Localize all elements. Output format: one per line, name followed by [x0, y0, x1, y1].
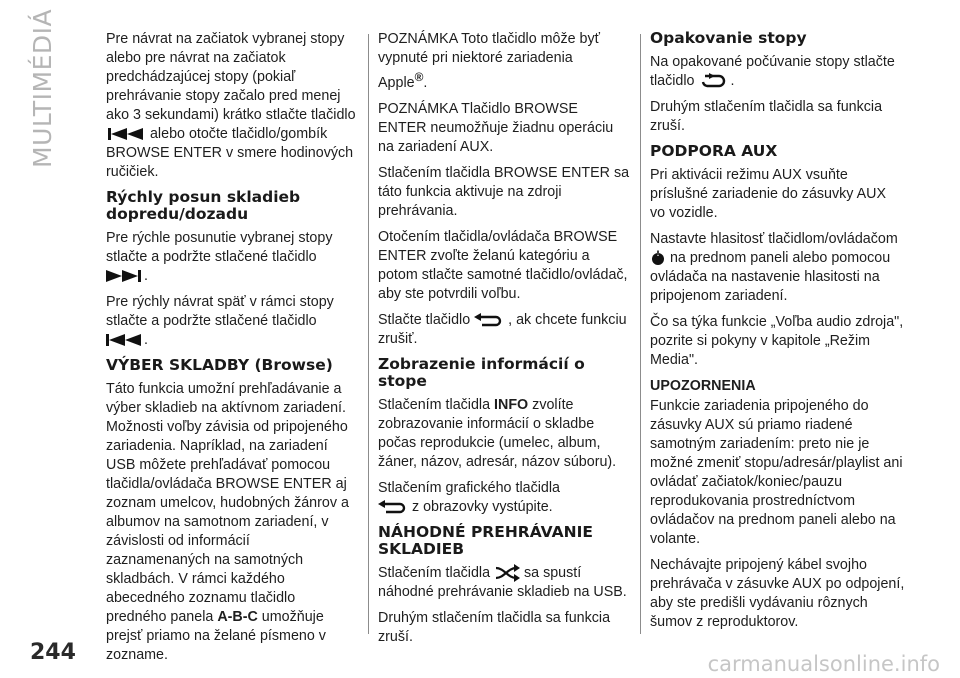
text: Nastavte hlasitosť tlačidlom/ovládačom	[650, 231, 898, 247]
paragraph: Druhým stlačením tlačidla sa funkcia zruší.	[378, 609, 611, 645]
text: .	[144, 332, 148, 348]
paragraph	[378, 479, 630, 517]
back-arrow-icon	[474, 313, 504, 327]
paragraph: Stlačením tlačidla BROWSE ENTER sa táto funkcia aktivuje na zdroji prehrávania.	[378, 164, 630, 219]
text-column-3	[650, 30, 905, 639]
paragraph: Pri aktivácii režimu AUX vsuňte príslušné zariadenie do zásuvky AUX vo vozidle.	[650, 167, 887, 221]
text: .	[730, 73, 735, 89]
skip-back-icon	[106, 333, 144, 347]
page-number: 244	[30, 640, 76, 665]
paragraph	[106, 293, 356, 350]
text: Pre návrat na začiatok vybranej stopy alebo pre návrat na začiatok predchádzajúcej stopy (pokiaľ prehrávanie stopy začalo pred menej ako 3 sekundami) krátko stlačte tlačidlo	[106, 31, 356, 123]
paragraph	[106, 229, 356, 286]
heading-repeat: Opakovanie stopy	[650, 29, 807, 47]
text: , ak chcete funkciu zrušiť.	[378, 311, 627, 347]
heading-shuffle: NÁHODNÉ PREHRÁVANIE SKLADIEB	[378, 522, 593, 558]
column-divider	[640, 34, 641, 634]
text: z obrazovky vystúpite.	[411, 498, 553, 515]
column-divider	[368, 34, 369, 634]
site-watermark: carmanualsonline.info	[707, 652, 940, 676]
heading-fast-seek: Rýchly posun skladieb dopredu/dozadu	[106, 188, 301, 223]
text: Na opakované počúvanie stopy stlačte tlačidlo	[650, 54, 895, 89]
paragraph: Čo sa týka funkcie „Voľba audio zdroja", pozrite si pokyny v kapitole „Režim Media".	[650, 314, 904, 368]
paragraph	[650, 53, 905, 91]
heading-track-info: Zobrazenie informácií o stope	[378, 354, 585, 390]
paragraph: Nechávajte pripojený kábel svojho prehrávača v zásuvke AUX po odpojení, aby ste predišli vydávaniu rôznych šumov z reproduktorov.	[650, 557, 905, 630]
power-knob-icon	[650, 250, 666, 266]
heading-aux: PODPORA AUX	[650, 142, 778, 160]
warnings-title: UPOZORNENIA	[650, 378, 756, 394]
section-side-label: MULTIMÉDIÁ	[28, 8, 57, 168]
button-label-info: INFO	[494, 396, 529, 413]
text: Pre rýchle posunutie vybranej stopy stlačte a podržte stlačené tlačidlo	[106, 230, 333, 265]
text: Stlačte tlačidlo	[378, 311, 471, 328]
heading-browse: VÝBER SKLADBY (Browse)	[106, 356, 333, 374]
registered-mark: ®	[414, 70, 424, 84]
text: alebo otočte tlačidlo/gombík BROWSE ENTER v smere hodinových ručičiek.	[106, 126, 354, 180]
text: Táto funkcia umožní prehľadávanie a výber skladieb na aktívnom zariadení. Možnosti voľby závisia od pripojeného zariadenia. Napríklad, na zariadení USB môžete prehľadávať pomocou tlačidla/ovládača BROWSE ENTER aj zoznam umelcov, hudobných žánrov a albumov na samotnom zariadení, v závislosti od informácií zaznamenaných na samotných skladbách. V rámci každého abecedného zoznamu tlačidlo predného panela	[106, 381, 349, 625]
skip-forward-icon	[106, 269, 144, 283]
text-column-1	[106, 30, 356, 672]
text: Stlačením tlačidla	[378, 396, 491, 413]
text-column-2	[378, 30, 630, 654]
text: na prednom paneli alebo pomocou ovládača na nastavenie hlasitosti na pripojenom zariadení.	[650, 250, 891, 304]
paragraph	[106, 380, 356, 665]
paragraph	[378, 30, 630, 93]
text: POZNÁMKA Toto tlačidlo môže byť vypnuté pri niektoré zariadenia	[378, 31, 601, 66]
paragraph: POZNÁMKA Tlačidlo BROWSE ENTER neumožňuje žiadnu operáciu na zariadení AUX.	[378, 100, 614, 155]
back-arrow-icon	[378, 500, 408, 514]
text: Stlačením tlačidla	[378, 564, 491, 581]
text: Stlačením grafického tlačidla	[378, 479, 560, 496]
text: sa spustí náhodné prehrávanie skladieb na USB.	[378, 564, 627, 600]
paragraph: Druhým stlačením tlačidla sa funkcia zruší.	[650, 99, 883, 134]
brand-name: Apple	[378, 74, 415, 91]
paragraph	[378, 311, 630, 349]
paragraph	[650, 230, 905, 306]
text: .	[423, 74, 428, 91]
repeat-icon	[699, 73, 727, 89]
text: umožňuje prejsť priamo na želané písmeno v zozname.	[106, 609, 326, 663]
button-label-abc: A-B-C	[217, 609, 258, 625]
paragraph: Otočením tlačidla/ovládača BROWSE ENTER zvoľte želanú kategóriu a potom stlačte samotné tlačidlo/ovládač, aby ste potvrdili voľbu.	[378, 228, 628, 302]
paragraph	[378, 564, 630, 602]
skip-back-icon	[108, 127, 146, 141]
paragraph	[378, 396, 630, 472]
shuffle-icon	[494, 564, 520, 582]
text: zvolíte zobrazovanie informácií o skladbe počas reprodukcie (umelec, album, žáner, názov, adresár, názov súboru).	[378, 396, 617, 470]
paragraph: Funkcie zariadenia pripojeného do zásuvky AUX sú priamo riadené samotným zariadením: preto nie je možné zmeniť stopu/adresár/playlist ani ovládať začiatok/koniec/pauzu reprodukovania prostredníctvom ovládačov na prednom paneli alebo na volante.	[650, 398, 903, 547]
paragraph	[106, 30, 356, 182]
text: .	[144, 268, 148, 284]
text: Pre rýchly návrat späť v rámci stopy stlačte a podržte stlačené tlačidlo	[106, 294, 334, 329]
